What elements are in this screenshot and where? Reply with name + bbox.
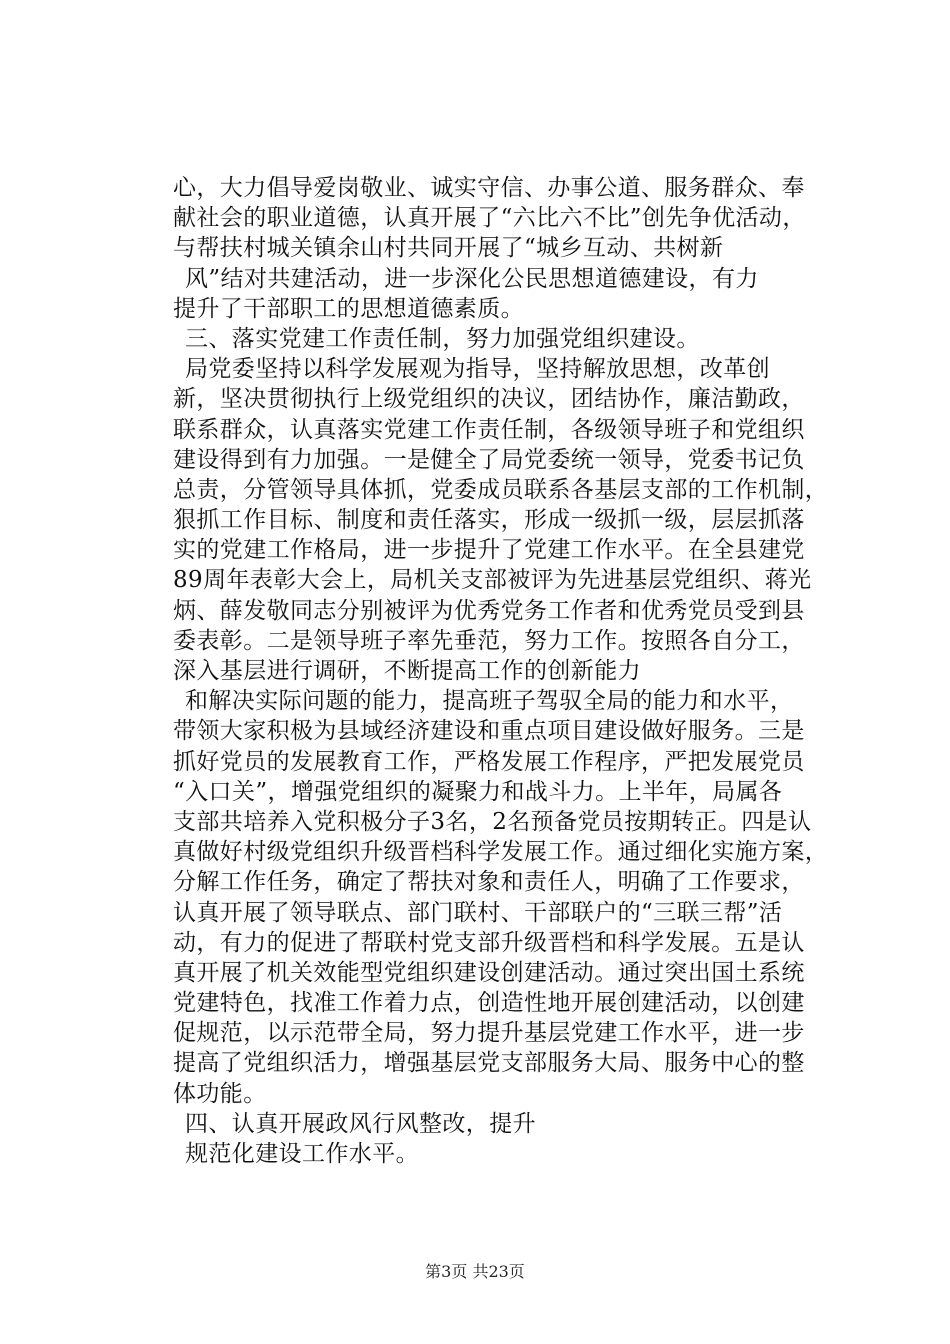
text-line: 总责，分管领导具体抓，党委成员联系各基层支部的工作机制， xyxy=(173,476,829,503)
text-line: 党建特色，找准工作着力点，创造性地开展创建活动，以创建 xyxy=(173,990,805,1017)
section-heading: 四、认真开展政风行风整改，提升 xyxy=(185,1110,536,1137)
text-line: 联系群众，认真落实党建工作责任制，各级领导班子和党组织 xyxy=(173,416,805,443)
text-line: 心，大力倡导爱岗敬业、诚实守信、办事公道、服务群众、奉 xyxy=(173,175,805,201)
text-line: 局党委坚持以科学发展观为指导，坚持解放思想，改革创 xyxy=(185,356,770,383)
text-line: 真开展了机关效能型党组织建设创建活动。通过突出国土系统 xyxy=(173,959,805,986)
text-line: 风”结对共建活动，进一步深化公民思想道德建设，有力 xyxy=(185,265,759,292)
text-line: 狠抓工作目标、制度和责任落实，形成一级抓一级，层层抓落 xyxy=(173,507,805,534)
section-heading: 三、落实党建工作责任制，努力加强党组织建设。 xyxy=(185,325,700,352)
text-line: 实的党建工作格局，进一步提升了党建工作水平。在全县建党 xyxy=(173,537,805,564)
text-line: 支部共培养入党积极分子3名，2名预备党员按期转正。四是认 xyxy=(173,808,812,835)
text-line: 真做好村级党组织升级晋档科学发展工作。通过细化实施方案， xyxy=(173,839,829,866)
text-line: 带领大家积极为县域经济建设和重点项目建设做好服务。三是 xyxy=(173,718,805,745)
text-line: 促规范，以示范带全局，努力提升基层党建工作水平，进一步 xyxy=(173,1020,805,1047)
text-line: 提升了干部职工的思想道德素质。 xyxy=(173,295,524,322)
text-line: 献社会的职业道德，认真开展了“六比六不比”创先争优活动， xyxy=(173,205,806,232)
text-line: 和解决实际问题的能力，提高班子驾驭全局的能力和水平， xyxy=(185,688,794,715)
text-line: 委表彰。二是领导班子率先垂范，努力工作。按照各自分工， xyxy=(173,627,805,654)
text-line: 新，坚决贯彻执行上级党组织的决议，团结协作，廉洁勤政， xyxy=(173,386,805,413)
text-line: 建设得到有力加强。一是健全了局党委统一领导，党委书记负 xyxy=(173,446,805,473)
text-line: 规范化建设工作水平。 xyxy=(185,1141,419,1167)
text-line: 抓好党员的发展教育工作，严格发展工作程序，严把发展党员 xyxy=(173,748,805,775)
body-text xyxy=(173,173,873,1169)
text-line: 炳、薛发敬同志分别被评为优秀党务工作者和优秀党员受到县 xyxy=(173,597,805,624)
text-line: 与帮扶村城关镇余山村共同开展了“城乡互动、共树新 xyxy=(173,235,724,262)
text-line: 认真开展了领导联点、部门联村、干部联户的“三联三帮”活 xyxy=(173,899,783,926)
text-line: 分解工作任务，确定了帮扶对象和责任人，明确了工作要求， xyxy=(173,869,805,896)
text-line: 提高了党组织活力，增强基层党支部服务大局、服务中心的整 xyxy=(173,1050,805,1077)
text-line: 动，有力的促进了帮联村党支部升级晋档和科学发展。五是认 xyxy=(173,929,805,956)
text-line: “入口关”，增强党组织的凝聚力和战斗力。上半年，局属各 xyxy=(173,778,783,805)
text-line: 深入基层进行调研，不断提高工作的创新能力 xyxy=(173,658,641,684)
text-line: 体功能。 xyxy=(173,1080,267,1107)
page-number-footer: 第3页 共23页 xyxy=(425,1262,525,1281)
text-line: 89周年表彰大会上，局机关支部被评为先进基层党组织、蒋光 xyxy=(173,567,812,594)
